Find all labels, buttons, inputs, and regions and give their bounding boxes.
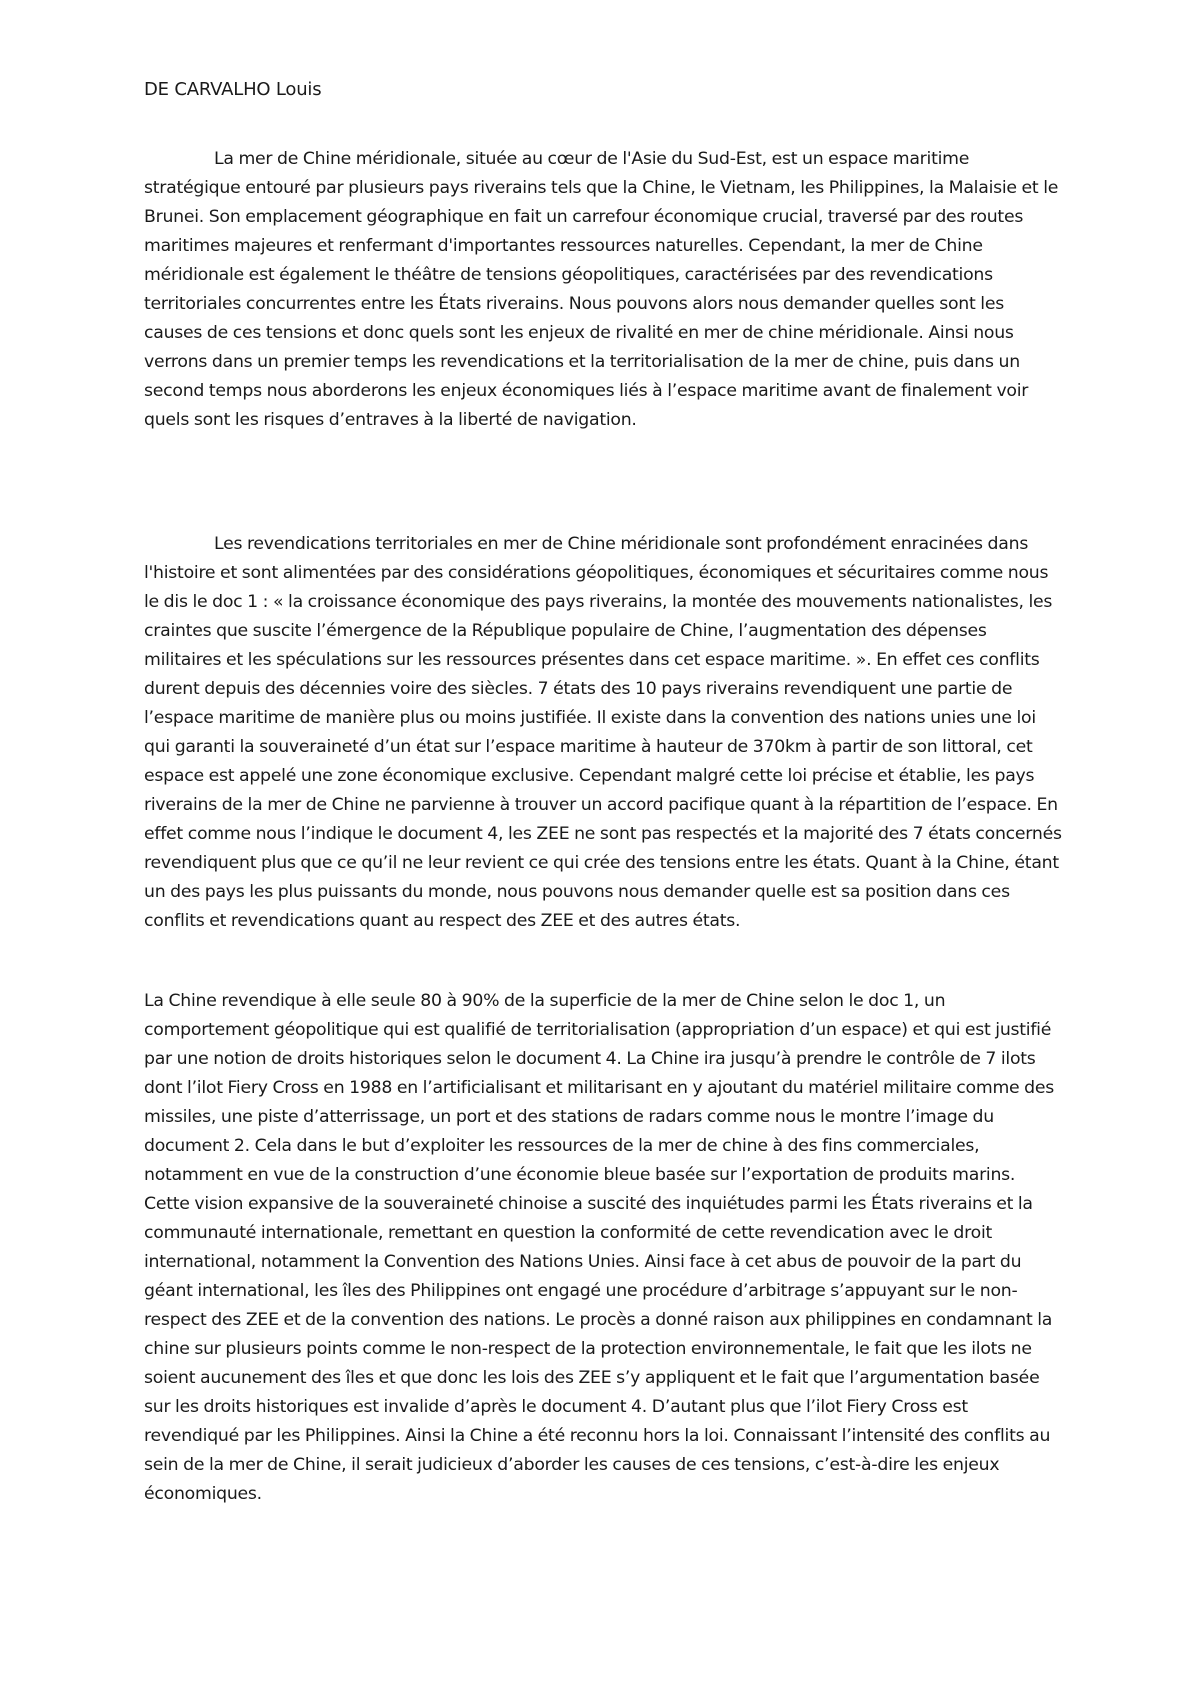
introduction-paragraph: La mer de Chine méridionale, située au cœur de l'Asie du Sud-Est, est un espace maritime stratégique entouré par plusieurs pays riverains tels que la Chine, le Vietnam, les Philippines, la Malaisie et le Brunei. Son emplacement géographique en fait un carrefour économique crucial, traversé par des routes maritimes majeures et renfermant d'importantes ressources naturelles. Cependant, la mer de Chine méridionale est également le théâtre de tensions géopolitiques, caractérisées par des revendications territoriales concurrentes entre les États riverains. Nous pouvons alors nous demander quelles sont les causes de ces tensions et donc quels sont les enjeux de rivalité en mer de chine méridionale. Ainsi nous verrons dans un premier temps les revendications et la territorialisation de la mer de chine, puis dans un second temps nous aborderons les enjeux économiques liés à l’espace maritime avant de finalement voir quels sont les risques d’entraves à la liberté de navigation. [144, 149, 1059, 430]
author-name: DE CARVALHO Louis [144, 79, 322, 100]
body-paragraph-2: La Chine revendique à elle seule 80 à 90% de la superficie de la mer de Chine selon le doc 1, un comportement géopolitique qui est qualifié de territorialisation (appropriation d’un espace) et qui est justifié par une notion de droits historiques selon le document 4. La Chine ira jusqu’à prendre le contrôle de 7 ilots dont l’ilot Fiery Cross en 1988 en l’artificialisant et militarisant en y ajoutant du matériel militaire comme des missiles, une piste d’atterrissage, un port et des stations de radars comme nous le montre l’image du document 2. Cela dans le but d’exploiter les ressources de la mer de chine à des fins commerciales, notamment en vue de la construction d’une économie bleue basée sur l’exportation de produits marins. Cette vision expansive de la souveraineté chinoise a suscité des inquiétudes parmi les États riverains et la communauté internationale, remettant en question la conformité de cette revendication avec le droit international, notamment la Convention des Nations Unies. Ainsi face à cet abus de pouvoir de la part du géant international, les îles des Philippines ont engagé une procédure d’arbitrage s’appuyant sur le non-respect des ZEE et de la convention des nations. Le procès a donné raison aux philippines en condamnant la chine sur plusieurs points comme le non-respect de la protection environnementale, le fait que les ilots ne soient aucunement des îles et que donc les lois des ZEE s’y appliquent et le fait que l’argumentation basée sur les droits historiques est invalide d’après le document 4. D’autant plus que l’ilot Fiery Cross est revendiqué par les Philippines. Ainsi la Chine a été reconnu hors la loi. Connaissant l’intensité des conflits au sein de la mer de Chine, il serait judicieux d’aborder les causes de ces tensions, c’est-à-dire les enjeux économiques. [144, 991, 1055, 1504]
body-paragraph-1: Les revendications territoriales en mer de Chine méridionale sont profondément enracinées dans l'histoire et sont alimentées par des considérations géopolitiques, économiques et sécuritaires comme nous le dis le doc 1 : « la croissance économique des pays riverains, la montée des mouvements nationalistes, les craintes que suscite l’émergence de la République populaire de Chine, l’augmentation des dépenses militaires et les spéculations sur les ressources présentes dans cet espace maritime. ». En effet ces conflits durent depuis des décennies voire des siècles. 7 états des 10 pays riverains revendiquent une partie de l’espace maritime de manière plus ou moins justifiée. Il existe dans la convention des nations unies une loi qui garanti la souveraineté d’un état sur l’espace maritime à hauteur de 370km à partir de son littoral, cet espace est appelé une zone économique exclusive. Cependant malgré cette loi précise et établie, les pays riverains de la mer de Chine ne parvienne à trouver un accord pacifique quant à la répartition de l’espace. En effet comme nous l’indique le document 4, les ZEE ne sont pas respectés et la majorité des 7 états concernés revendiquent plus que ce qu’il ne leur revient ce qui crée des tensions entre les états. Quant à la Chine, étant un des pays les plus puissants du monde, nous pouvons nous demander quelle est sa position dans ces conflits et revendications quant au respect des ZEE et des autres états. [144, 534, 1062, 931]
